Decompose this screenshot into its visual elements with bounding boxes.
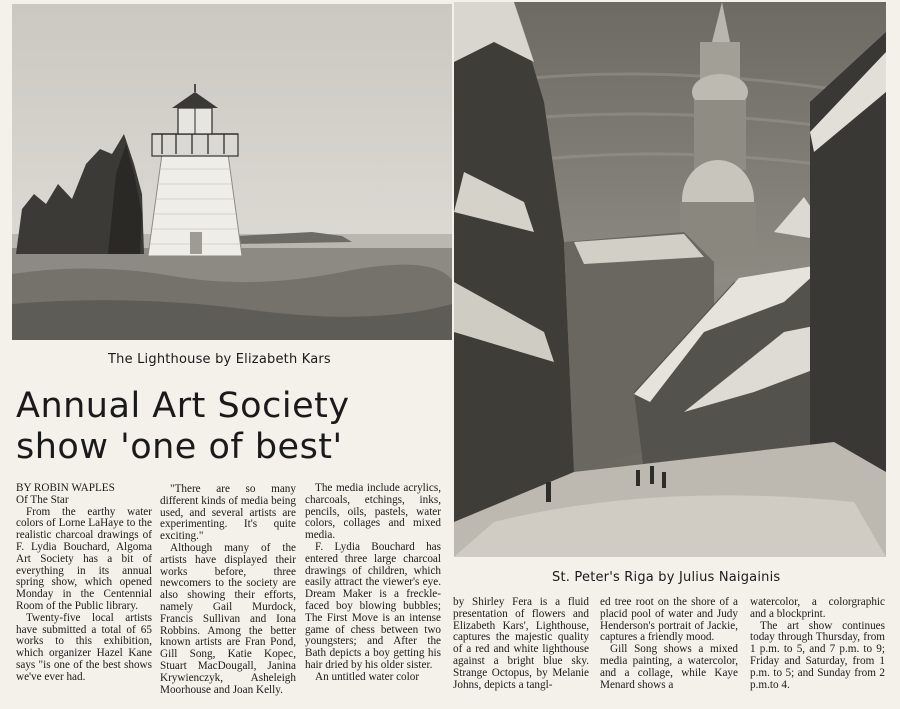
paragraph: An untitled water color <box>315 670 420 683</box>
article-column-3 <box>305 483 441 684</box>
lighthouse-caption: The Lighthouse by Elizabeth Kars <box>108 352 331 367</box>
article-column-5 <box>600 597 738 691</box>
article-column-4 <box>453 597 589 691</box>
paragraph: watercolor, a colorgraphic and a blockprint. <box>750 596 885 620</box>
paragraph: ed tree root on the shore of a placid pool of water and Judy Henderson's portrait of Jackie, captures a friendly mood. <box>600 596 738 644</box>
paragraph: by Shirley Fera is a fluid presentation of flowers and Elizabeth Kars', Lighthouse, captures the majestic quality of a red and white lighthouse against a bright blue sky. Strange Octopus, by Melanie Johns, depicts a tangl- <box>453 596 589 691</box>
headline <box>16 386 446 468</box>
lighthouse-photo <box>12 4 452 340</box>
byline-author: BY ROBIN WAPLES <box>16 482 115 494</box>
paragraph: Gill Song shows a mixed media painting, a watercolor, and a collage, while Kaye Menard shows a <box>600 643 738 691</box>
article-column-1 <box>16 483 152 684</box>
paragraph: The art show continues today through Thursday, from 1 p.m. to 5, and 7 p.m. to 9; Friday and Saturday, from 1 p.m. to 5; and Sunday from 2 p.m.to 4. <box>750 619 885 691</box>
paragraph: From the earthy water colors of Lorne LaHaye to the realistic charcoal drawings of F. Lydia Bouchard, Algoma Art Society has a bit of everything in its annual spring show, which opened Monday in the Centennial Room of the Public library. <box>16 505 152 612</box>
riga-caption: St. Peter's Riga by Julius Naigainis <box>552 570 781 585</box>
paragraph: The media include acrylics, charcoals, etchings, inks, pencils, oils, pastels, water colors, collages and mixed media. <box>305 482 441 542</box>
byline-source: Of The Star <box>16 493 69 506</box>
paragraph: Twenty-five local artists have submitted a total of 65 works to this exhibition, which organizer Hazel Kane says "is one of the best shows we've ever had. <box>16 611 152 683</box>
paragraph: "There are so many different kinds of media being used, and several artists are experimenting. It's quite exciting." <box>160 483 296 543</box>
article-column-6 <box>750 597 885 691</box>
article-column-2 <box>160 484 296 696</box>
headline-line-1: Annual Art Society <box>16 386 350 426</box>
riga-painting-photo <box>454 2 886 557</box>
paragraph: F. Lydia Bouchard has entered three large charcoal drawings of children, which easily attract the viewer's eye. Dream Maker is a freckle-faced boy blowing bubbles; The First Move is an intense game of chess between two youngsters; and After the Bath depicts a boy getting his hair dried by his older sister. <box>305 540 441 671</box>
headline-line-2: show 'one of best' <box>16 427 343 467</box>
paragraph: Although many of the artists have displayed their works before, three newcomers to the society are also showing their efforts, namely Gail Murdock, Francis Sullivan and Iona Robbins. Among the better known artists are Fran Pond, Gill Song, Katie Kopec, Stuart MacDougall, Janina Krywienczyk, Asheleigh Moorhouse and Joan Kelly. <box>160 541 296 696</box>
